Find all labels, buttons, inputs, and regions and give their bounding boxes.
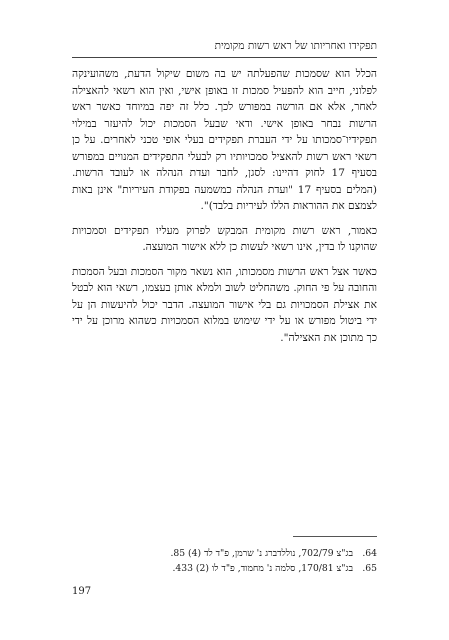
header-rule — [72, 57, 377, 58]
footnote-number: 64. — [362, 548, 377, 559]
paragraph: כאמור, ראש רשות מקומית המבקש לפרוק מעליו תפקידים וסמכויות שהוקנו לו בדין, אינו רשאי לעשות כן ללא אישור המועצה. — [72, 224, 377, 253]
footnote-text: בג"צ 702/79, נוללדברג נ' שרמן, פ"ד לד (4) 85. — [170, 548, 353, 559]
running-header: תפקידו ואחריותו של ראש רשות מקומית — [214, 40, 377, 52]
footnote-number: 65. — [362, 563, 377, 574]
paragraph: הכלל הוא שסמכות שהפעלתה יש בה משום שיקול הדעת, משהועינקה לפלוני, חייב הוא להפעיל סמכות זו באופן אישי, ואין הוא רשאי להאצילה לאחר, אלא אם הורשה במפורש לכך. כלל זה יפה במיוחד כאשר ראש הרשות נבחר באופן אישי. ודאי שבעל הסמכות יכול להיעזר במילוי תפקידיו־סמכותו על ידי העברת תפקידים בעלי אופי טכני לאחרים. על כן רשאי ראש רשות להאציל סמכויותיו רק לבעלי התפקידים המנויים במפורש בסעיף 17 לחוק דהיינו: לסגן, לחבר ועדת הנהלה או לעובד הרשות. (המלים בסעיף 17 "ועדת הנהלה כמשמעה בפקודת העיריות" אינן באות לצמצם את ההוראות הללו לעיריות בלבד)". — [72, 68, 378, 212]
footnote — [72, 561, 377, 576]
page-number: 197 — [72, 586, 92, 597]
footnotes — [72, 546, 377, 576]
body-text — [72, 66, 377, 354]
footnote-rule — [293, 536, 377, 537]
footnote-text: בג"צ 170/81, סלמה נ' מחמוד, פ"ד לו (2) 433. — [172, 563, 353, 574]
footnote — [72, 546, 377, 561]
paragraph: כאשר אצל ראש הרשות מסמכותו, הוא נשאר מקור הסמכות ובעל הסמכות והחובה על פי החוק. משהחליט לשוב ולמלא אותן בעצמו, רשאי הוא לבטל את אצילת הסמכויות גם בלי אישור המועצה. הדבר יכול להיעשות הן על ידי ביטול מפורש או על ידי שימוש במלוא הסמכויות כשהוא מרוכן על ידי כך מתוכן את האצילה". — [72, 265, 377, 344]
